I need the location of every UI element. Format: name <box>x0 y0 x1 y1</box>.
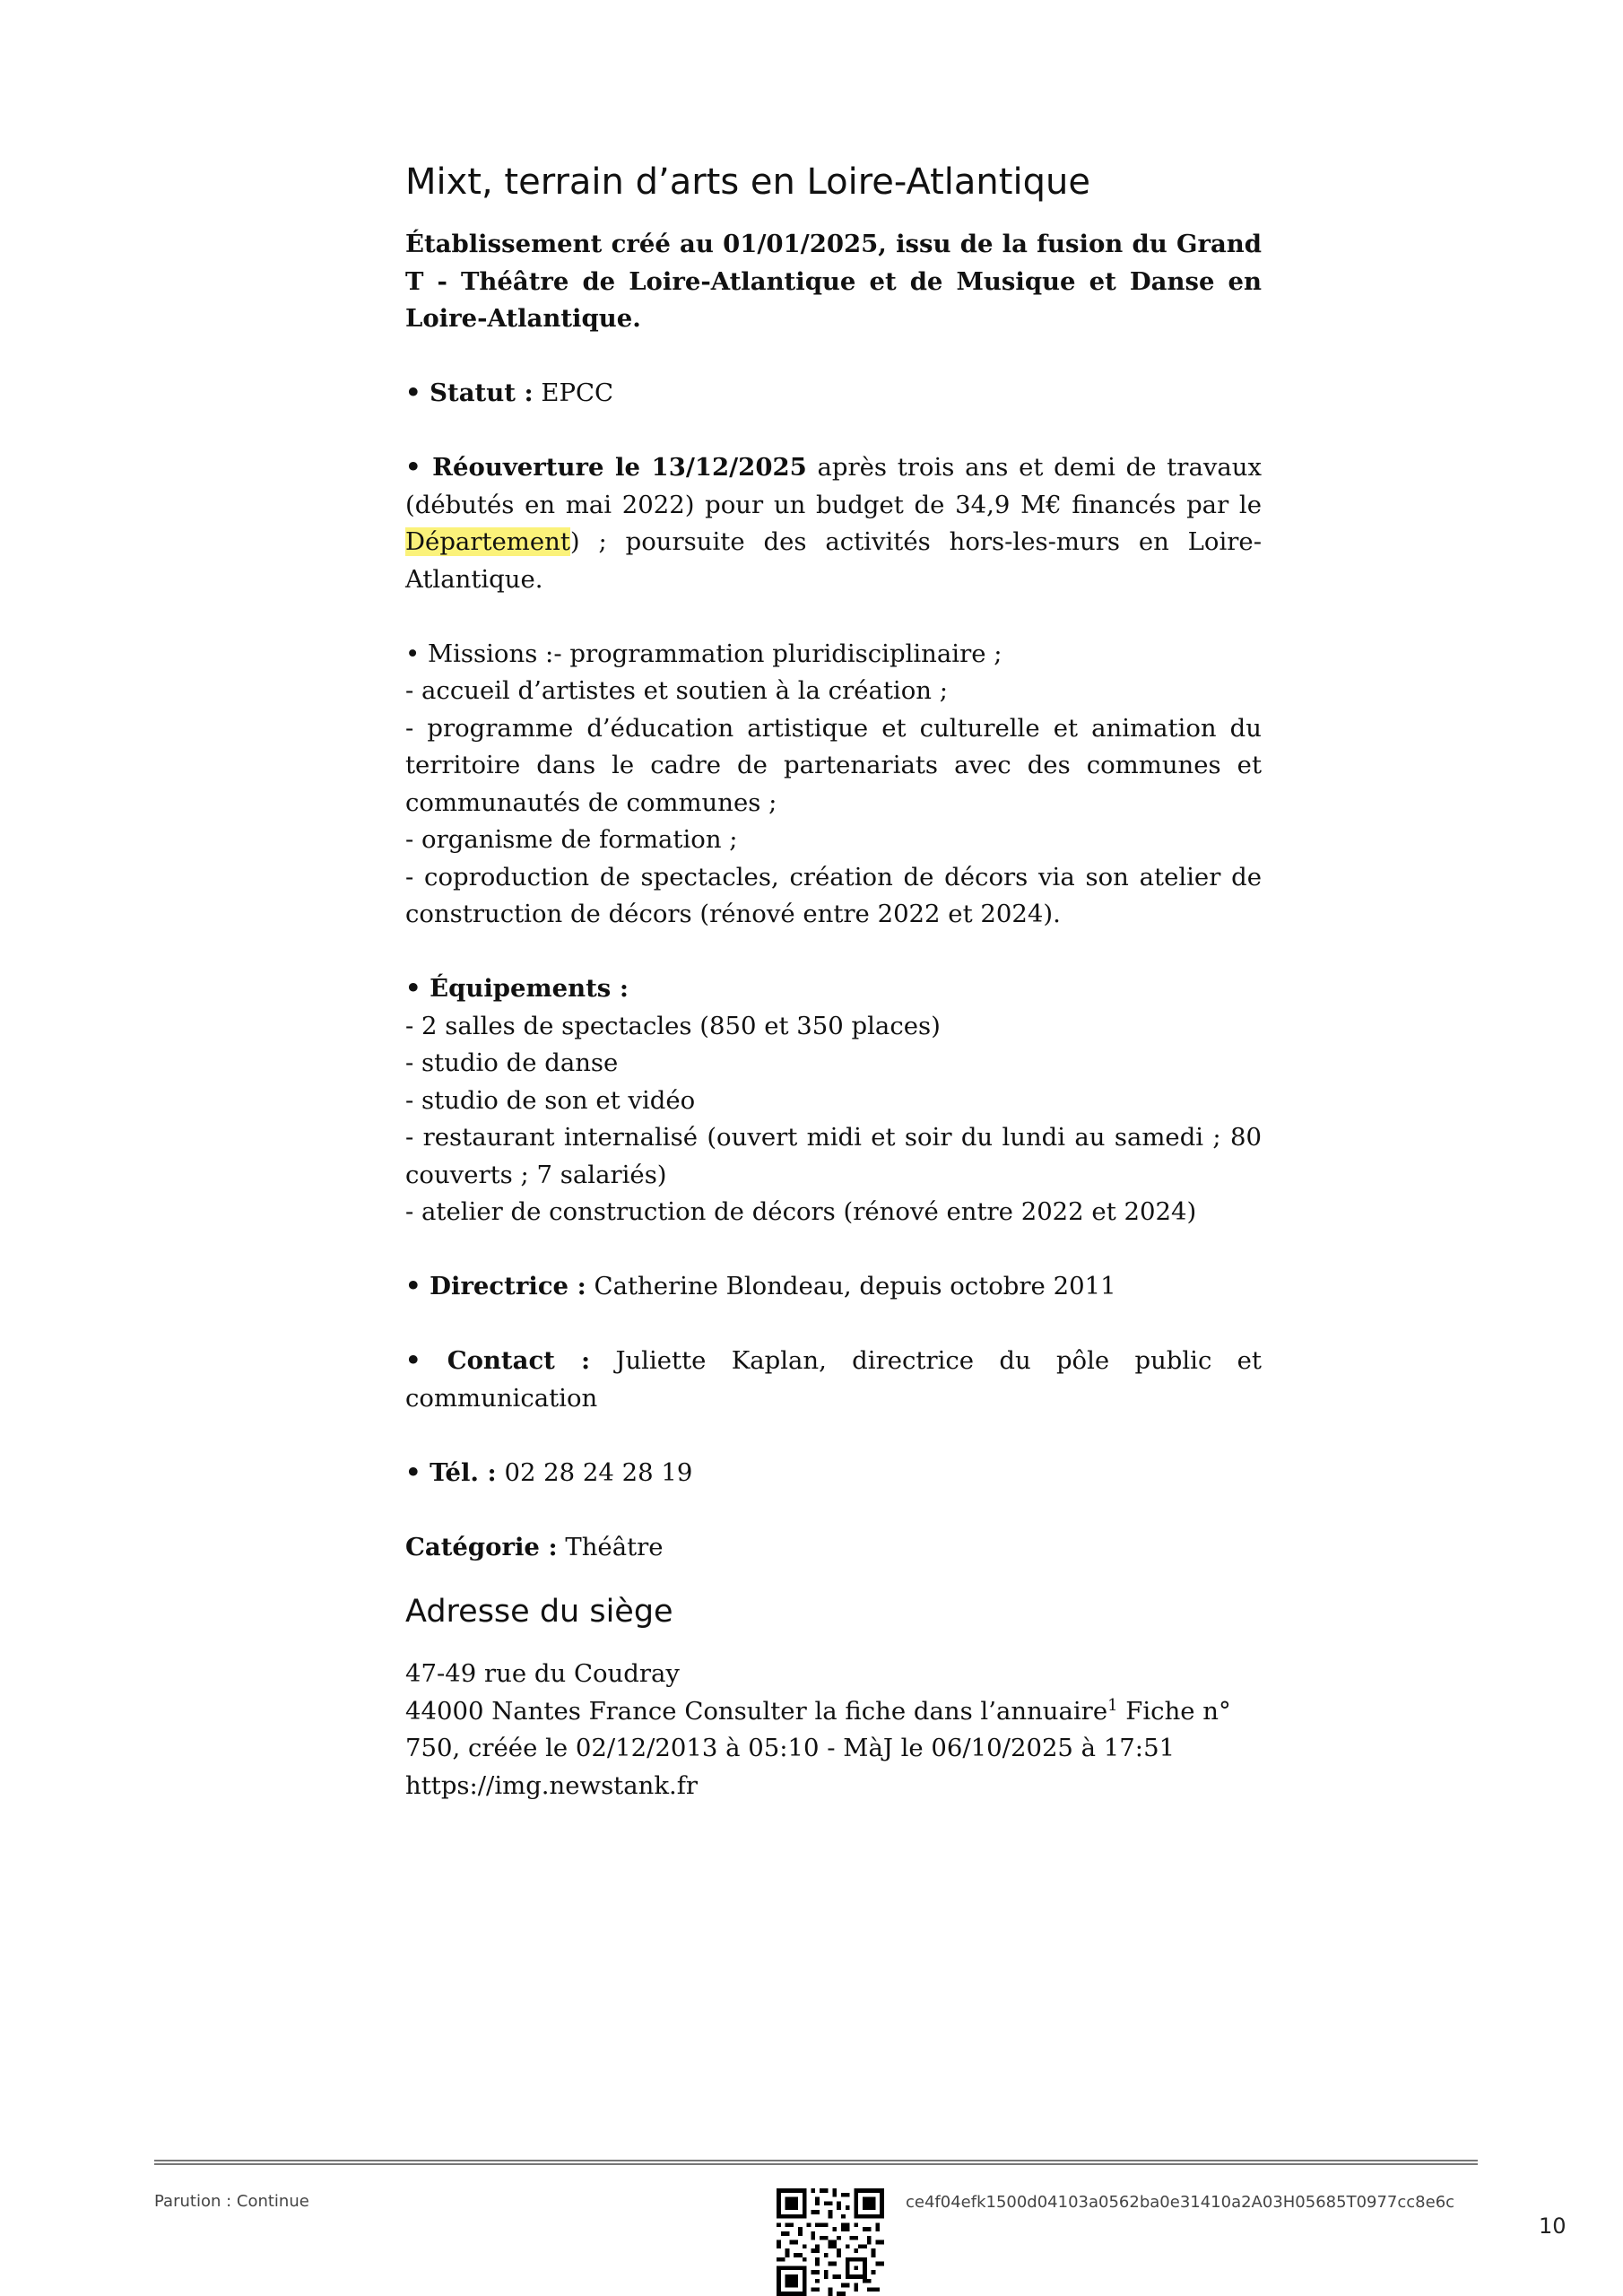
source-url: https://img.newstank.fr <box>405 1770 699 1800</box>
equipements-line: - studio de son et vidéo <box>405 1085 696 1115</box>
adresse-block <box>405 1656 1262 1805</box>
tel-label: • Tél. : <box>405 1457 497 1487</box>
contact-label: • Contact : <box>405 1346 591 1375</box>
highlighted-departement: Département <box>405 527 570 556</box>
footer-rule <box>154 2160 1478 2165</box>
statut-label: • Statut : <box>405 378 534 407</box>
parution-label: Parution : Continue <box>154 2192 309 2211</box>
equipements-line: - restaurant internalisé (ouvert midi et soir du lundi au samedi ; 80 couverts ; 7 salariés) <box>405 1123 1262 1189</box>
reouverture-text: après trois ans et demi de travaux (débutés en mai 2022) pour un budget de 34,9 M€ financés par le <box>405 453 1262 519</box>
page-number: 10 <box>1539 2213 1567 2239</box>
missions-line: - accueil d’artistes et soutien à la création ; <box>405 676 948 705</box>
missions-paragraph <box>405 636 1262 934</box>
tel-value: 02 28 24 28 19 <box>496 1457 693 1487</box>
directrice-paragraph <box>405 1268 1262 1306</box>
categorie-value: Théâtre <box>557 1532 664 1561</box>
missions-line: - programme d’éducation artistique et culturelle et animation du territoire dans le cadre de partenariats avec des communes et communautés de communes ; <box>405 713 1262 817</box>
statut-value: EPCC <box>533 378 614 407</box>
reouverture-label: • Réouverture le 13/12/2025 <box>405 453 807 482</box>
reouverture-text-end: ) ; poursuite des activités hors-les-murs en Loire-Atlantique. <box>405 527 1262 594</box>
categorie-label: Catégorie : <box>405 1532 558 1561</box>
contact-value: Juliette Kaplan, directrice du pôle public et communication <box>405 1346 1262 1413</box>
contact-paragraph <box>405 1343 1262 1417</box>
equipements-line: - atelier de construction de décors (rénové entre 2022 et 2024) <box>405 1197 1197 1226</box>
tel-paragraph <box>405 1455 1262 1492</box>
directrice-value: Catherine Blondeau, depuis octobre 2011 <box>586 1272 1116 1300</box>
missions-line: - organisme de formation ; <box>405 825 738 854</box>
missions-line: - coproduction de spectacles, création de décors via son atelier de construction de décors (rénové entre 2022 et 2024). <box>405 862 1262 928</box>
fiche-info: Fiche n° 750, créée le 02/12/2013 à 05:10 - MàJ le 06/10/2025 à 17:51 <box>405 1696 1231 1762</box>
adresse-heading: Adresse du siège <box>405 1594 673 1630</box>
lead-paragraph: Établissement créé au 01/01/2025, issu de la fusion du Grand T - Théâtre de Loire-Atlantique et de Musique et Danse en Loire-Atlantique. <box>405 230 1262 333</box>
page-title: Mixt, terrain d’arts en Loire-Atlantique <box>405 161 1090 203</box>
equipements-label: • Équipements : <box>405 974 629 1003</box>
missions-line: • Missions :- programmation pluridisciplinaire ; <box>405 639 1002 668</box>
adresse-street: 47-49 rue du Coudray <box>405 1659 680 1688</box>
qr-code-icon <box>777 2188 884 2296</box>
document-body <box>405 158 1262 1805</box>
document-hash: ce4f04efk1500d04103a0562ba0e31410a2A03H05685T0977cc8e6c <box>906 2193 1455 2212</box>
equipements-paragraph <box>405 970 1262 1231</box>
categorie-paragraph <box>405 1529 1262 1567</box>
footnote-ref: 1 <box>1107 1695 1118 1715</box>
reouverture-paragraph <box>405 449 1262 598</box>
equipements-line: - studio de danse <box>405 1048 619 1077</box>
equipements-line: - 2 salles de spectacles (850 et 350 places) <box>405 1011 941 1040</box>
directrice-label: • Directrice : <box>405 1272 586 1300</box>
adresse-city-line: 44000 Nantes France Consulter la fiche dans l’annuaire <box>405 1696 1108 1726</box>
statut-paragraph <box>405 375 1262 413</box>
